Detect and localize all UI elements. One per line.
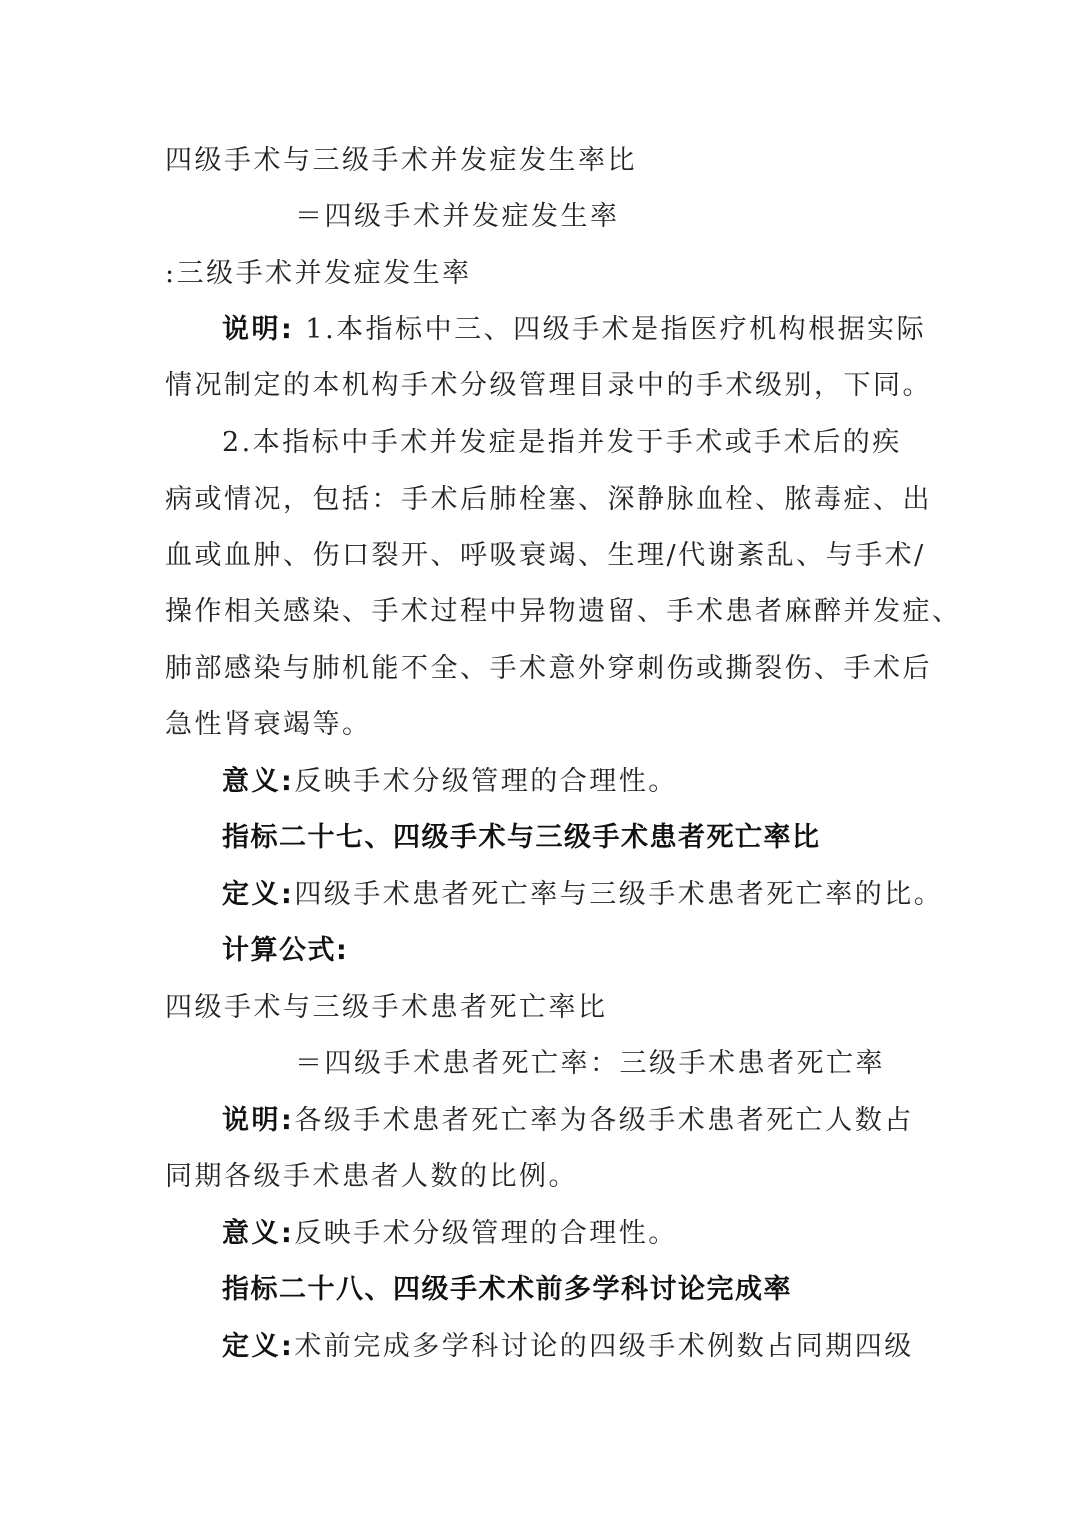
definition-text: 术前完成多学科讨论的四级手术例数占同期四级 bbox=[294, 1331, 914, 1362]
significance-text: 反映手术分级管理的合理性。 bbox=[294, 1218, 678, 1249]
definition-paragraph-27 bbox=[222, 879, 943, 911]
note-label: 说明: bbox=[222, 314, 295, 345]
significance-label: 意义: bbox=[222, 1218, 295, 1249]
formula-denominator-line: :三级手术并发症发生率 bbox=[165, 258, 472, 289]
definition-paragraph-28 bbox=[222, 1331, 914, 1363]
formula-numerator-line: ＝四级手术并发症发生率 bbox=[295, 201, 620, 232]
note-paragraph-27 bbox=[222, 1105, 914, 1137]
section-heading-28: 指标二十八、四级手术术前多学科讨论完成率 bbox=[222, 1274, 792, 1305]
note-text: 1.本指标中三、四级手术是指医疗机构根据实际 bbox=[294, 314, 927, 345]
note-paragraph-2-line-2: 病或情况，包括：手术后肺栓塞、深静脉血栓、脓毒症、出 bbox=[165, 484, 932, 515]
significance-text: 反映手术分级管理的合理性。 bbox=[294, 766, 678, 797]
note-text: 各级手术患者死亡率为各级手术患者死亡人数占 bbox=[294, 1105, 914, 1136]
note-paragraph-2: 2.本指标中手术并发症是指并发于手术或手术后的疾 bbox=[222, 427, 902, 458]
formula-name-line: 四级手术与三级手术并发症发生率比 bbox=[165, 145, 637, 176]
note-paragraph-2-line-3: 血或血肿、伤口裂开、呼吸衰竭、生理/代谢紊乱、与手术/ bbox=[165, 540, 926, 571]
definition-label: 定义: bbox=[222, 1331, 295, 1362]
significance-paragraph bbox=[222, 766, 678, 798]
significance-paragraph-27 bbox=[222, 1218, 678, 1250]
note-paragraph-2-line-6: 急性肾衰竭等。 bbox=[165, 709, 372, 740]
formula-name-line-27: 四级手术与三级手术患者死亡率比 bbox=[165, 992, 608, 1023]
note-paragraph-2-line-4: 操作相关感染、手术过程中异物遗留、手术患者麻醉并发症、 bbox=[165, 596, 962, 627]
note-label: 说明: bbox=[222, 1105, 295, 1136]
definition-text: 四级手术患者死亡率与三级手术患者死亡率的比。 bbox=[294, 879, 944, 910]
note-paragraph-1-cont: 情况制定的本机构手术分级管理目录中的手术级别，下同。 bbox=[165, 370, 932, 401]
formula-expression-27: ＝四级手术患者死亡率：三级手术患者死亡率 bbox=[295, 1048, 885, 1079]
section-heading-27: 指标二十七、四级手术与三级手术患者死亡率比 bbox=[222, 822, 821, 853]
note-paragraph-2-line-5: 肺部感染与肺机能不全、手术意外穿刺伤或撕裂伤、手术后 bbox=[165, 653, 932, 684]
note-paragraph-1 bbox=[222, 314, 926, 346]
significance-label: 意义: bbox=[222, 766, 295, 797]
note-paragraph-27-cont: 同期各级手术患者人数的比例。 bbox=[165, 1161, 578, 1192]
formula-heading: 计算公式: bbox=[222, 935, 349, 966]
definition-label: 定义: bbox=[222, 879, 295, 910]
